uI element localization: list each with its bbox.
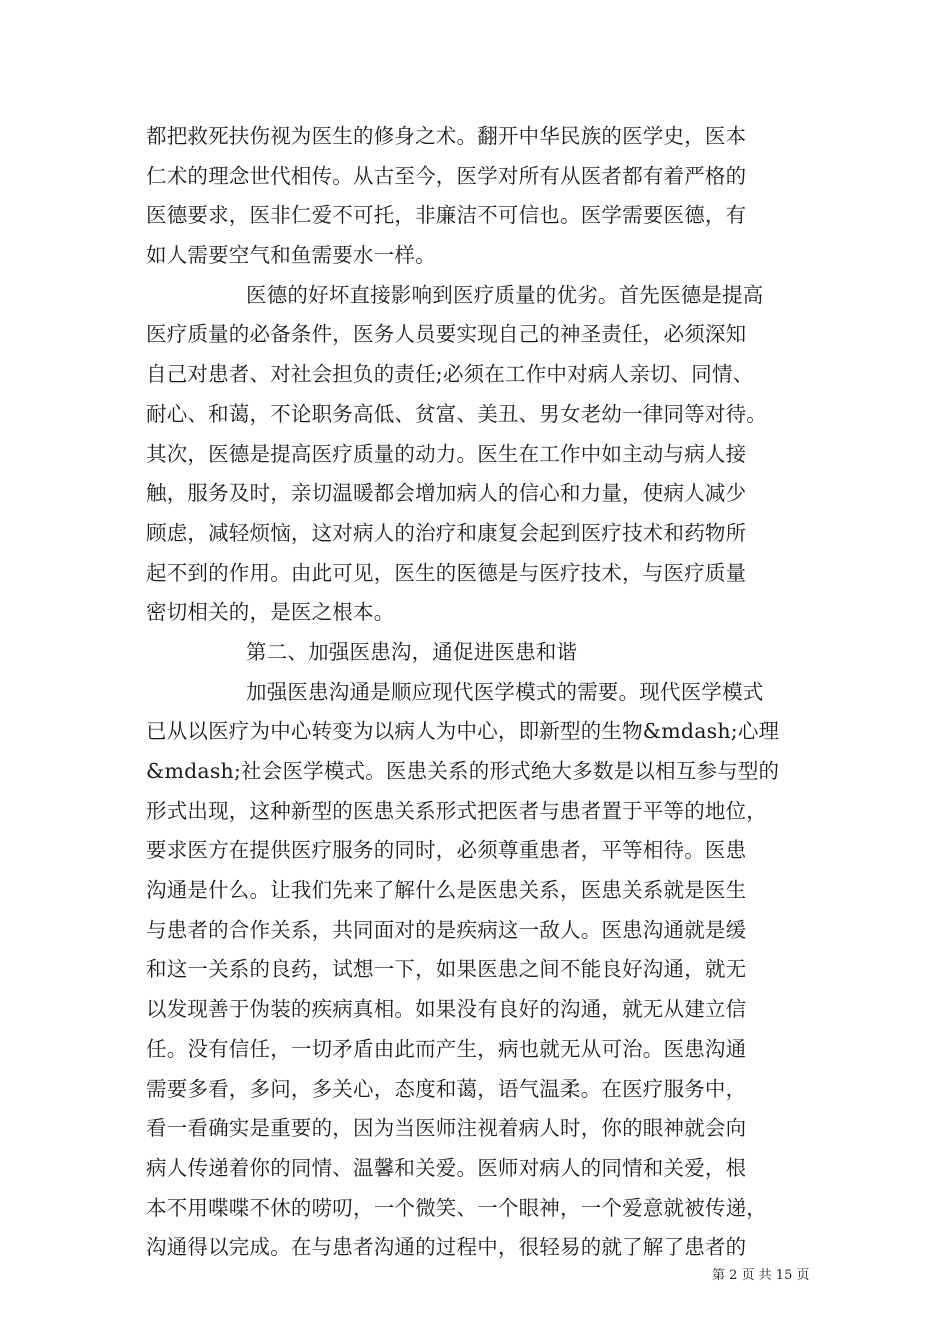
text-line: 其次，医德是提高医疗质量的动力。医生在工作中如主动与病人接 — [146, 441, 747, 466]
text-line: &mdash;社会医学模式。医患关系的形式绝大多数是以相互参与型的 — [146, 759, 780, 783]
text-line: 看一看确实是重要的，因为当医师注视着病人时，你的眼神就会向 — [146, 1116, 747, 1141]
text-line: 已从以医疗为中心转变为以病人为中心，即新型的生物&mdash;心理 — [146, 719, 780, 744]
text-line: 需要多看，多问，多关心，态度和蔼，语气温柔。在医疗服务中， — [146, 1076, 747, 1101]
text-line: 仁术的理念世代相传。从古至今，医学对所有从医者都有着严格的 — [146, 163, 747, 188]
text-line: 以发现善于伪装的疾病真相。如果没有良好的沟通，就无从建立信 — [146, 997, 747, 1022]
text-line: 顾虑，减轻烦恼，这对病人的治疗和康复会起到医疗技术和药物所 — [146, 520, 747, 545]
text-line: 本不用喋喋不休的唠叨，一个微笑、一个眼神，一个爱意就被传递， — [146, 1195, 767, 1220]
page-footer: 第 2 页 共 15 页 — [712, 1268, 810, 1283]
text-line: 要求医方在提供医疗服务的同时，必须尊重患者，平等相待。医患 — [146, 838, 747, 863]
text-line: 耐心、和蔼，不论职务高低、贫富、美丑、男女老幼一律同等对待。 — [146, 401, 767, 426]
text-line: 都把救死扶伤视为医生的修身之术。翻开中华民族的医学史，医本 — [146, 124, 747, 148]
text-line: 沟通得以完成。在与患者沟通的过程中，很轻易的就了解了患者的 — [146, 1235, 747, 1260]
text-line: 密切相关的，是医之根本。 — [146, 600, 395, 625]
text-line: 第二、加强医患沟，通促进医患和谐 — [246, 639, 578, 664]
text-line: 沟通是什么。让我们先来了解什么是医患关系，医患关系就是医生 — [146, 878, 747, 903]
text-line: 如人需要空气和鱼需要水一样。 — [146, 243, 436, 268]
text-line: 任。没有信任，一切矛盾由此而产生，病也就无从可治。医患沟通 — [146, 1036, 747, 1061]
text-line: 医德的好坏直接影响到医疗质量的优劣。首先医德是提高 — [246, 282, 764, 307]
text-line: 和这一关系的良药，试想一下，如果医患之间不能良好沟通，就无 — [146, 957, 747, 982]
text-line: 医德要求，医非仁爱不可托，非廉洁不可信也。医学需要医德，有 — [146, 203, 747, 228]
text-line: 自己对患者、对社会担负的责任;必须在工作中对病人亲切、同情、 — [146, 362, 754, 387]
body-text — [146, 117, 806, 1268]
text-line: 触，服务及时，亲切温暖都会增加病人的信心和力量，使病人减少 — [146, 481, 747, 506]
text-line: 起不到的作用。由此可见，医生的医德是与医疗技术，与医疗质量 — [146, 560, 747, 585]
text-line: 形式出现，这种新型的医患关系形式把医者与患者置于平等的地位， — [146, 798, 767, 823]
text-line: 病人传递着你的同情、温馨和关爱。医师对病人的同情和关爱，根 — [146, 1155, 747, 1180]
text-line: 加强医患沟通是顺应现代医学模式的需要。现代医学模式 — [246, 679, 764, 704]
text-line: 与患者的合作关系，共同面对的是疾病这一敌人。医患沟通就是缓 — [146, 917, 747, 942]
text-line: 医疗质量的必备条件，医务人员要实现自己的神圣责任，必须深知 — [146, 322, 747, 347]
